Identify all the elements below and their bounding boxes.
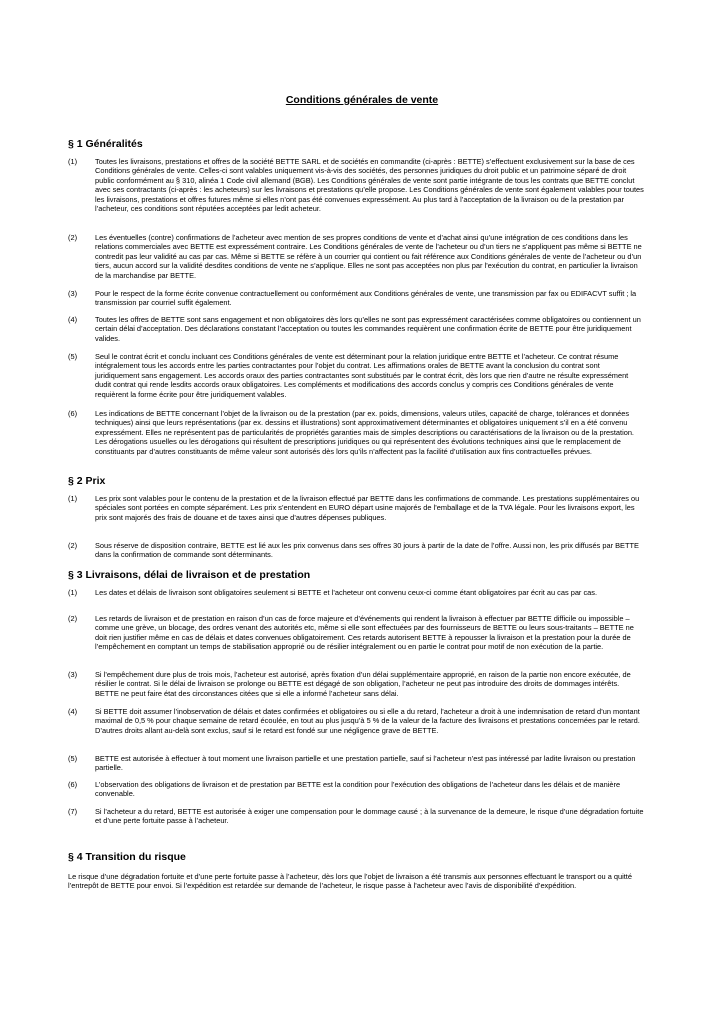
section-2-item-2 (68, 541, 644, 560)
item-number: (5) (68, 754, 78, 763)
item-number: (2) (68, 233, 78, 242)
item-number: (6) (68, 409, 78, 418)
section-1-item-2 (68, 233, 644, 280)
item-text: Toutes les livraisons, prestations et offres de la société BETTE SARL et de sociétés en commandite (ci-après : BETTE) s’effectuent exclusivement sur la base de ces Conditions générales de vente. Celles-ci sont valables uniquement vis-à-vis des sociétés, des personnes juridiques du droit public et un patrimoine séparé de droit public conformément au § 310, alinéa 1 Code civil allemand (BGB). Les Conditions générales de vente sont partie intégrante de tous les contrats que BETTE conclut avec ses contractants (ci-après : les acheteurs) sur les livraisons et prestations qu’elle propose. Les Conditions générales de vente sont également valables pour toutes les livraisons, prestations et offres futures même si elles n’ont pas été convenues expressément. Au plus tard à l’acceptation de la livraison ou de la prestation par l’acheteur, ces conditions sont réputées acceptées par ledit acheteur. (95, 157, 644, 214)
item-number: (4) (68, 707, 78, 716)
item-number: (2) (68, 541, 78, 550)
section-3-item-5 (68, 754, 644, 773)
section-3-item-7 (68, 807, 644, 826)
section-2-item-1 (68, 494, 644, 522)
item-text: Les dates et délais de livraison sont obligatoires seulement si BETTE et l’acheteur ont convenu ceux-ci comme étant obligatoires par écrit au cas par cas. (95, 588, 598, 597)
item-text: Toutes les offres de BETTE sont sans engagement et non obligatoires dès lors qu’elles ne sont pas expressément caractérisées comme obligatoires ou contiennent un certain délai d’acceptation. Des déclarations constatant l’acceptation ou toutes les commandes requièrent une confirmation écrite de BETTE pour être juridiquement valides. (95, 315, 641, 343)
section-4-heading: § 4 Transition du risque (68, 851, 186, 863)
section-3-item-1 (68, 588, 644, 597)
item-number: (6) (68, 780, 78, 789)
item-text: Pour le respect de la forme écrite convenue contractuellement ou conformément aux Conditions générales de vente, une transmission par fax ou EDIFACVT suffit ; la transmission par courriel suffit également. (95, 289, 637, 308)
item-number: (1) (68, 157, 78, 166)
item-text: Si l’empêchement dure plus de trois mois, l’acheteur est autorisé, après fixation d’un délai supplémentaire approprié, en raison de la partie non encore exécutée, de résilier le contrat. Si le délai de livraison se prolonge ou BETTE est dégagé de son obligation, l’acheteur ne peut pas introduire des droits de dommages intérêts. BETTE ne peut faire état des circonstances citées que si elle a informé l’acheteur sans délai. (95, 670, 631, 698)
section-3-item-2 (68, 614, 644, 652)
item-text: Les indications de BETTE concernant l’objet de la livraison ou de la prestation (par ex. poids, dimensions, valeurs utiles, capacité de charge, tolérances et données techniques) ainsi que leurs représentations (par ex. dessins et illustrations) sont approximativement déterminantes et obligatoires uniquement s’il en a été convenu expressément. Elles ne représentent pas de particularités de propriétés garanties mais de simples descriptions ou caractérisations de la livraison ou de la prestation. Les dérogations usuelles ou les dérogations qui résultent de prescriptions juridiques ou qui représentent des évolutions techniques ainsi que le remplacement de constituants par d’autres constituants de même valeur sont autorisés dès lors qu’ils n’affectent pas la facilité d’utilisation aux fins contractuelles prévues. (95, 409, 634, 456)
section-1-item-4 (68, 315, 644, 343)
item-text: Si BETTE doit assumer l’inobservation de délais et dates confirmées et obligatoires ou si elle a du retard, l’acheteur a droit à une indemnisation de retard d’un montant maximal de 0,5 % pour chaque semaine de retard écoulée, en tout au plus jusqu’à 5 % de la valeur de la facture des livraisons et prestations concernées par le retard. D’autres droits allant au-delà sont exclus, sauf si le retard est fondé sur une négligence grave de BETTE. (95, 707, 640, 735)
item-number: (1) (68, 494, 78, 503)
item-text: Les retards de livraison et de prestation en raison d’un cas de force majeure et d’événements qui rendent la livraison à effectuer par BETTE difficile ou impossible – comme une grève, un blocage, des ordres venant des autorités etc, même si elle sont effectuées par des fournisseurs de BETTE ou leurs sous-traitants – BETTE ne doit rien justifier même en cas de délais et dates convenues obligatoirement. Ces retards autorisent BETTE à repousser la livraison et la prestation pour la durée de l’empêchement en comptant un temps de stabilisation approprié ou de résilier intégralement ou en partie le contrat pour motif de non exécution de la partie. (95, 614, 634, 652)
section-1-item-5 (68, 352, 644, 399)
item-text: Seul le contrat écrit et conclu incluant ces Conditions générales de vente est déterminant pour la relation juridique entre BETTE et l’acheteur. Ce contrat résume intégralement tous les accords entre les parties contractantes pour l’objet du contrat. Les affirmations orales de BETTE avant la conclusion du contrat sont juridiquement sans engagement. Les accords oraux des parties contractantes sont substitués par le contrat écrit, dès lors que rien d’autre ne résulte expressément dudit contrat qui rende lesdits accords oraux obligatoires. Les compléments et modifications des accords conclus y compris ces Conditions générales de vente requièrent la forme écrite pour être juridiquement valables. (95, 352, 629, 399)
item-text: BETTE est autorisée à effectuer à tout moment une livraison partielle et une prestation partielle, sauf si l’acheteur n’est pas intéressé par ladite livraison ou prestation partielle. (95, 754, 636, 773)
item-number: (2) (68, 614, 78, 623)
section-3-item-4 (68, 707, 644, 735)
section-3-item-6 (68, 780, 644, 799)
section-1-item-1 (68, 157, 644, 213)
section-3-item-3 (68, 670, 644, 698)
section-1-item-3 (68, 289, 644, 308)
item-text: Les prix sont valables pour le contenu de la prestation et de la livraison effectué par BETTE dans les confirmations de commande. Les prestations supplémentaires ou spéciales sont portées en compte séparément. Les prix s’entendent en EURO départ usine majorés de l’emballage et de la TVA légale. Pour les livraisons export, les prix sont majorés des frais de douane et de taxes ainsi que d’autres dépenses publiques. (95, 494, 640, 522)
item-text: Les éventuelles (contre) confirmations de l’acheteur avec mention de ses propres conditions de vente et d’achat ainsi qu’une intégration de ces conditions dans les relations commerciales avec BETTE est expressément contraire. Les Conditions générales de vente de l’acheteur ou d’un tiers ne s’appliquent pas même si BETTE ne contredit pas leur validité au cas par cas. Même si BETTE se réfère à un courrier qui contient ou fait référence aux Conditions générales de vente de l’acheteur ou d’un tiers, aucun accord sur la validité desdites conditions de vente ne s’applique. Elles ne sont pas acceptées non plus par l’exécution du contrat, en particulier la livraison de la marchandise par BETTE. (95, 233, 642, 280)
item-number: (1) (68, 588, 78, 597)
section-1-item-6 (68, 409, 644, 456)
item-text: L’observation des obligations de livraison et de prestation par BETTE est la condition pour l’exécution des obligations de l’acheteur dans les délais et de manière convenable. (95, 780, 621, 799)
item-number: (4) (68, 315, 78, 324)
section-4-text: Le risque d’une dégradation fortuite et d’une perte fortuite passe à l’acheteur, dès lors que l’objet de livraison a été transmis aux personnes effectuant le transport ou a quitté l’entrepôt de BETTE pour envoi. Si l’expédition est retardée sur demande de l’acheteur, le risque passe à l’acheteur avec l’avis de disponibilité d’expédition. (68, 872, 632, 891)
section-1-heading: § 1 Généralités (68, 138, 143, 150)
item-number: (7) (68, 807, 78, 816)
item-number: (3) (68, 289, 78, 298)
item-text: Sous réserve de disposition contraire, BETTE est lié aux les prix convenus dans ses offres 30 jours à partir de la date de l’offre. Aussi non, les prix diffusés par BETTE dans la confirmation de commande sont déterminants. (95, 541, 639, 560)
section-3-heading: § 3 Livraisons, délai de livraison et de prestation (68, 569, 311, 581)
item-number: (3) (68, 670, 78, 679)
item-number: (5) (68, 352, 78, 361)
page-title: Conditions générales de vente (285, 94, 439, 106)
section-2-heading: § 2 Prix (68, 475, 106, 487)
item-text: Si l’acheteur a du retard, BETTE est autorisée à exiger une compensation pour le dommage causé ; à la survenance de la demeure, le risque d’une dégradation fortuite et d’une perte fortuite passe à l’acheteur. (95, 807, 644, 826)
